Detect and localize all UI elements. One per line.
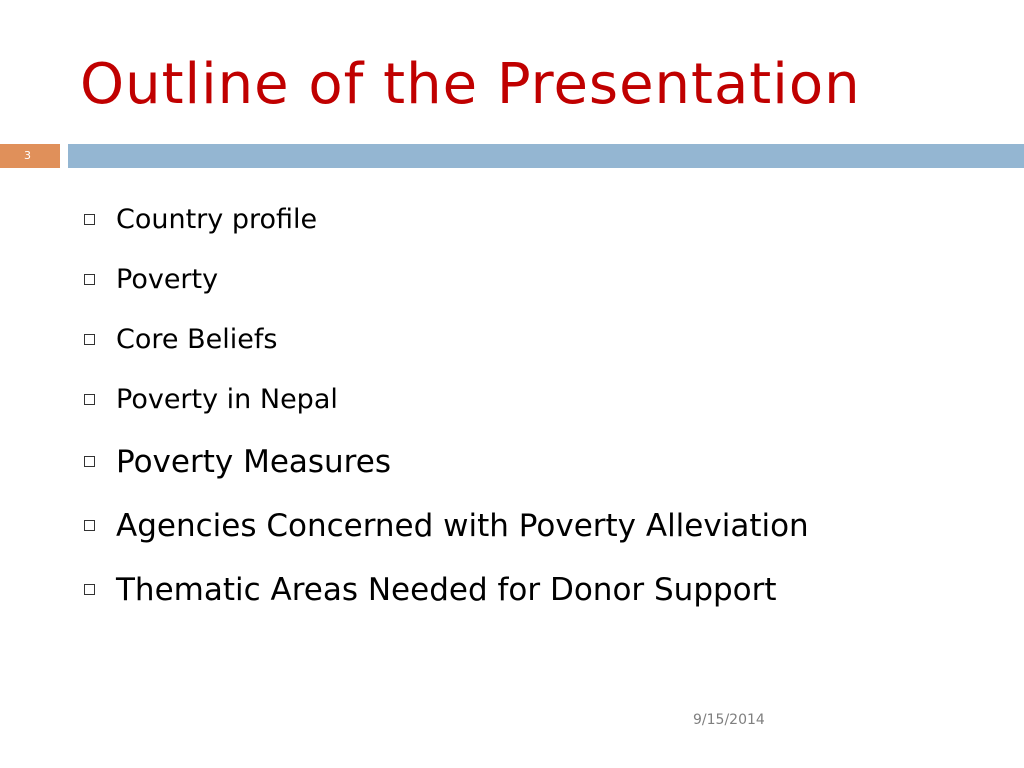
- square-bullet-icon: [84, 456, 95, 467]
- square-bullet-icon: [84, 520, 95, 531]
- bullet-text: Thematic Areas Needed for Donor Support: [116, 572, 777, 608]
- bullet-item: [84, 310, 1004, 370]
- square-bullet-icon: [84, 274, 95, 285]
- bullet-text: Poverty Measures: [116, 444, 391, 480]
- bullet-text: Poverty in Nepal: [116, 384, 338, 415]
- bullet-text: Agencies Concerned with Poverty Alleviation: [116, 508, 809, 544]
- bullet-text: Core Beliefs: [116, 324, 278, 355]
- bullet-item: [84, 190, 1004, 250]
- bullet-item: [84, 250, 1004, 310]
- bullet-item: [84, 370, 1004, 430]
- bullet-text: Country profile: [116, 204, 318, 235]
- bullet-item: [84, 430, 1004, 494]
- slide-number-badge: [0, 144, 60, 168]
- slide-date: 9/15/2014: [693, 712, 765, 728]
- bullet-item: [84, 558, 1004, 622]
- square-bullet-icon: [84, 394, 95, 405]
- square-bullet-icon: [84, 334, 95, 345]
- slide-title: Outline of the Presentation: [80, 52, 861, 117]
- square-bullet-icon: [84, 214, 95, 225]
- bullet-list: [84, 190, 1004, 622]
- square-bullet-icon: [84, 584, 95, 595]
- slide-number: 3: [24, 149, 31, 162]
- bullet-item: [84, 494, 1004, 558]
- bullet-text: Poverty: [116, 264, 219, 295]
- header-accent-bar: [68, 144, 1024, 168]
